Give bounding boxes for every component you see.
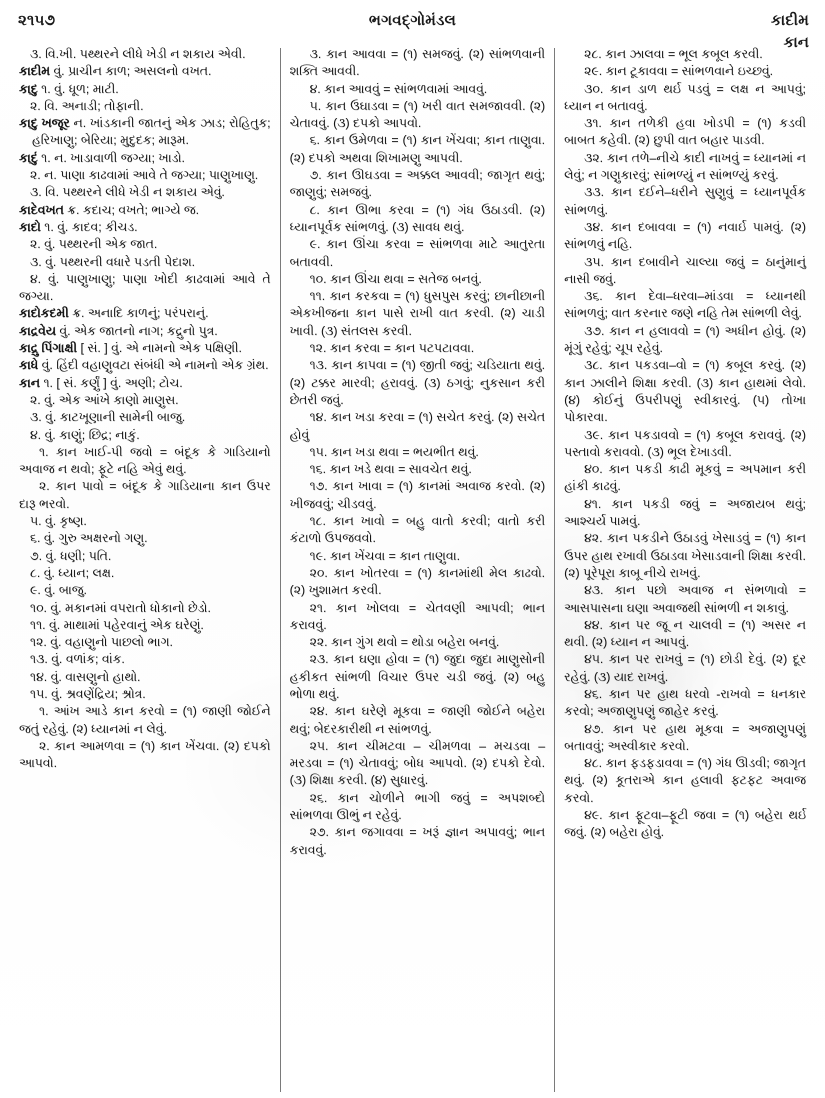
idiom-line: ૪૦. કાન પકડી કાઢી મૂકવું = અપમાન કરી હાંકી કાઢવું. [564,462,806,494]
page-folio-number: ૨૧૫૭ [18,12,56,29]
idiom-line: ૩૫. કાન દબાવીને ચાલ્યા જવું = ઠાનુંમાનું નાસી જવું. [564,254,806,286]
idiom-line: ૩૬. કાન દેવા–ધરવા–માંડવા = ધ્યાનથી સાંભળવું; વાત કરનાર જણે નહિ તેમ સાંભળી લેવું. [564,289,806,321]
dictionary-entry: કાદેવખત ક્ર. કદાચ; વખતે; ભાગ્યે જ. [19,202,200,217]
sense-line: ૮. વું. ધ્યાન; લક્ષ. [30,565,115,580]
dictionary-entry: કાદુ ૧. વું. ધૂળ; માટી. [19,81,119,96]
idiom-line: ૬. કાન ઉમેળવા = (૧) કાન ખેંચવા; કાન તાણુવા. (૨) દપકો અથવા શિખામણુ આપવી. [289,133,546,165]
sense-line: ૯. વું. બાજુ. [30,583,87,598]
sense-line: ૧૨. વું. વહાણુનો પાછલો ભાગ. [30,635,173,650]
idiom-line: ૩૦. કાન ડાળ થર્ઇ પડવું = લક્ષ ન આપવું; ધ્યાન ન બતાવવું. [564,81,806,113]
idiom-line: ૪૬. કાન પર હાથ ધરવો -રાખવો = ધનકાર કરવો; અજાણુપણું જાહેર કરવું. [564,686,806,719]
idiom-line: ૧૪. કાન ખડા કરવા = (૧) સચેત કરવું. (૨) સચેત હોવું [289,410,546,442]
sense-line: ૪. વું. પાણુખાણુ; પાણા ખોદી કાઢવામાં આવે તે જગ્યા. [19,271,271,304]
sense-line: ૧૧. વું. માથામાં પહેરવાનું એક ઘરેણું. [30,617,204,632]
catchword-line-2: કાન [783,34,809,51]
headword: કાદોકદમી [19,306,69,321]
idiom-line: ૨૨. કાન ગુંગ થવો = થોડા બહેરા બનવું. [309,635,500,650]
idiom-line: ૪૭. કાન પર હાથ મૂકવા = અજાણુપણું બતાવવું; અસ્વીકાર કરવો. [564,721,806,753]
idiom-line: ૧૧. કાન કરકવા = (૧) ધુસપુસ કરવું; છાનીછાની એકખીજના કાન પાસે રાખી વાત કરવી. (૨) ચાડી ખાવી. (૩) સંતલસ કરવી. [289,289,546,338]
dictionary-entry: કાદ્રવેય વું. એક જાતનો નાગ; કદ્રુનો પુત્ર. [19,323,218,338]
sense-line: ૫. વું. કૃષ્ણ. [30,514,87,529]
headword: કાદેવખત [19,202,64,217]
idiom-line: ૨. કાન પાવો = બંદૂક કે ગાડિયાના કાન ઉપર દારૂ ભરવો. [19,479,271,511]
headword: કાદ્રુ પિંગાક્ષી [19,341,78,356]
idiom-line: ૩૪. કાન દબાવવા = (૧) નવાર્ઇ પામવું. (૨) સાંભળવું નહિ. [564,219,806,252]
sense-line: ૩. વું. પથ્થરની વધારે પડતી પેદાશ. [30,254,196,269]
idiom-line: ૪૧. કાન પકડી જવું = અજાયબ થવું; આશ્ચર્ય પામવું. [564,496,806,529]
idiom-line: ૧૬. કાન ખડે થવા = સાવચેત થવું. [309,462,472,477]
headword: કાદું [19,150,38,165]
sense-line: ૨. વું. પથ્થરની એક જાત. [30,237,158,252]
idiom-line: ૨૫. કાન ચીમટવા – ચીમળવા – મચડવા – મરડવા = (૧) ચેતાવવું; બોધ આપવો. (૨) દપકો દેવો. (૩) શિક્ષા કરવી. (૪) સુધારવું. [289,738,546,788]
idiom-line: ૪. કાન આવવું = સાંભળવામાં આવવું. [309,81,488,96]
idiom-line: ૨૧. કાન ખોલવા = ચેતવણી આપવી; ભાન કરાવવું. [289,600,546,632]
sense-line: ૧૩. વું. વળાંક; વાંક. [30,652,125,667]
idiom-line: ૫. કાન ઉઘાડવા = (૧) ખરી વાત સમજાવવી. (૨) ચેતાવવું. (૩) દપકો આપવો. [289,98,546,131]
book-title: ભગવદ્ગોમંડલ [368,12,457,29]
idiom-line: ૪૯. કાન ફૂટવા–ફૂટી જવા = (૧) બહેરા થર્ઇ જવું. (૨) બહેરા હોવું. [564,808,806,840]
headword: કાદુ [19,81,38,96]
idiom-line: ૧૩. કાન કાપવા = (૧) જીતી જવું; ચડિયાતા થવું. (૨) ટક્કર મારવી; હરાવવું. (૩) ઠગવું; નુકસાન કરી છેતરી જવું. [289,358,546,407]
sense-line: ૧૪. વું. વાસણુનો હાથો. [30,669,141,684]
idiom-line: ૨૬. કાન ચોળીને ભાગી જવું = અપશબ્દો સાંભળવા ઊભું ન રહેવું. [289,790,546,823]
idiom-line: ૨૩. કાન ઘણા હોવા = (૧) જુદા જુદા માણુસોની હકીકત સાંભળી વિચાર ઉપર ચડી જવું. (૨) બહુ ભોળા થવું. [289,652,546,701]
dictionary-entry: કાદુ ખજૂર ન. ખાંડકાની જાતનું એક ઝાડ; રોહિતુક; હરિખાણુ; બેરિયા; મુદુદક; મારૂમ. [19,116,271,148]
headword: કાદીમ [19,64,51,79]
idiom-line: ૨૯. કાન ટૂકાવવા = સાંભળવાને ઇચ્છવું. [584,64,774,79]
idiom-line: ૩૨. કાન તળે–નીચે કાદી નાખવું = ધ્યાનમાં ન લેવું; ન ગણુકારવું; સાંભળ્યું ન સાંભળ્યું કરવું. [564,150,806,183]
idiom-line: ૯. કાન ઊંચા કરવા = સાંભળવા માટે આતુરતા બતાવવી. [289,237,546,269]
sense-line: ૩. વું. કાટખૂણાની સામેની બાજુ. [30,410,186,425]
dictionary-entry: કાધે વું. હિંદી વહાણુવટા સંબંધી એ નામનો એક ગ્રંથ. [19,358,269,373]
headword: કાધે [19,358,39,373]
sense-line: ૧૫. વું. શ્રવણેંદ્રિય; શ્રોત્ર. [30,686,146,701]
sense-line: ૨. ન. પાણા કાઢવામાં આવે તે જગ્યા; પાણુખાણુ. [30,168,259,183]
text-columns [10,46,815,1092]
idiom-line: ૩૩. કાન દઈને–ધરીને સુણુવું = ધ્યાનપૂર્વક સાંભળવું. [564,185,806,217]
column-3 [555,46,815,1092]
idiom-line: ૪૨. કાન પકડીને ઉઠાડવું ખેસાડવું = (૧) કાન ઉપર હાથ રખાવી ઉઠાડવા ખેસાડવાની શિક્ષા કરવી. (૨) પૂરેપૂરા કાબૂ નીચે રાખવું. [564,531,806,580]
idiom-line: ૩૮. કાન પકડવા–વો = (૧) કબૂલ કરવું. (૨) કાન ઝાલીને શિક્ષા કરવી. (૩) કાન હાથમાં લેવો. (૪) કોઈનું ઉપરીપણું સ્વીકારવું. (૫) તોખા પોકારવા. [564,358,806,425]
dictionary-entry: કાદીમ વું. પ્રાચીન કાળ; અસલનો વખત. [19,64,212,79]
column-2 [281,46,555,1092]
sense-line: ૧૦. વું. મકાનમાં વપરાતો ધોકાનો છેડો. [30,600,211,615]
dictionary-entry: કાદો ૧. વું. કાદવ; કીચડ. [19,219,138,234]
idiom-line: ૧૫. કાન ખડા થવા = ભયભીત થવું. [309,444,479,459]
idiom-line: ૨૮. કાન ઝાલવા = ભૂલ કબૂલ કરવી. [584,47,763,61]
sense-line: ૪. વું. કાણું; છિદ્ર; નાકું. [30,427,140,442]
idiom-line: ૪૮. કાન ફડફડાવવા = (૧) ગંધ ઊડવી; જાગૃત થવું. (૨) કૂતરાએ કાન હલાવી ફટફટ અવાજ કરવો. [564,756,806,805]
dictionary-entry: કાન ૧. [ સં. કર્ણું ] વું. અણી; ટોચ. [19,375,183,390]
idiom-line: ૭. કાન ઊઘડવા = અક્કલ આવવી; જાગૃત થવું; જાણુવું; સમજવું. [289,168,546,200]
idiom-line: ૨. કાન આમળવા = (૧) કાન ખેંચવા. (૨) દપકો આપવો. [19,738,271,771]
sense-line: ૨. વું. એક આંખે કાણો માણુસ. [30,392,179,407]
catchword-line-1: કાદીમ [770,12,809,29]
idiom-line: ૧૨. કાન કરવા = કાન પટપટાવવા. [309,341,475,356]
idiom-line: ૮. કાન ઊભા કરવા = (૧) ગંધ ઉઠાડવી. (૨) ધ્યાનપૂર્વક સાંભળવું. (૩) સાવધ થવું. [289,202,546,234]
headword: કાન [19,375,41,390]
idiom-line: ૩૭. કાન ન હલાવવો = (૧) અધીન હોવું. (૨) મૂંગું રહેવું; ચૂપ રહેવું. [564,323,806,356]
idiom-line: ૪૫. કાન પર રાખવું = (૧) છોડી દેવું. (૨) દૂર રહેવું. (૩) યાદ રાખવું. [564,652,806,684]
idiom-line: ૪૩. કાન પછો અવાજ ન સંભળાવો = આસપાસના ઘણા અવાજથી સાંભળી ન શકાવું. [564,583,806,615]
sense-line: ૩. વિ.ખી. પથ્થરને લીધે ખેડી ન શકાય એવી. [30,47,246,61]
idiom-line: ૧૮. કાન ખાવો = બહુ વાતો કરવી; વાતો કરી કંટાળો ઉપજવવો. [289,514,546,546]
dictionary-entry: કાદોકદમી ક્ર. અનાદિ કાળનું; પરંપરાનું. [19,306,209,321]
idiom-line: ૧૭. કાન ખાવા = (૧) કાનમાં અવાજ કરવો. (૨) ખીજવવું; ચીડવવું. [289,479,546,511]
dictionary-entry: કાદું ૧. ન. ખાડાવાળી જગ્યા; ખાડો. [19,150,185,165]
idiom-line: ૨૪. કાન ઘરેણે મૂકવા = જાણી જોઈને બહેરા થવું; બેદરકારીથી ન સાંભળવું. [289,704,546,736]
dictionary-entry: કાદ્રુ પિંગાક્ષી [ સં. ] વું. એ નામનો એક પક્ષિણી. [19,341,242,356]
column-1 [10,46,280,1092]
sense-line: ૩. વિ. પથ્થરને લીધે ખેડી ન શકાય એવું. [30,185,225,200]
idiom-line: ૩૯. કાન પકડાવવો = (૧) કબૂલ કરાવવું. (૨) પસ્તાવો કરાવવો. (૩) ભૂલ દેખાડવી. [564,427,806,459]
sense-line: ૭. વું. ધણી; પતિ. [30,548,112,563]
sense-line: ૬. વું. ગુરુ અક્ષરનો ગણુ. [30,531,148,546]
idiom-line: ૧૯. કાન ખેંચવા = કાન તાણુવા. [309,548,461,563]
idiom-line: ૨૭. કાન જગાવવા = ખરૂં જ્ઞાન અપાવવું; ભાન કરાવવું. [289,825,546,857]
headword: કાદ્રવેય [19,323,56,338]
idiom-line: ૨૦. કાન ખોતરવા = (૧) કાનમાંથી મેલ કાઢવો. (૨) ખુશામત કરવી. [289,565,546,598]
idiom-line: ૩. કાન આવવા = (૧) સમજવું. (૨) સાંભળવાની શક્તિ આવવી. [289,47,546,79]
idiom-line: ૩૧. કાન તળેકી હવા ખોડપી = (૧) કડવી બાબત કહેવી. (૨) છુપી વાત બહાર પાડવી. [564,116,806,148]
sense-line: ૨. વિ. અનાડી; તોફાની. [30,98,144,113]
idiom-line: ૧. કાન ખાઈ-પી જવો = બંદૂક કે ગાડિયાનો અવાજ ન થવો; ફૂટે નહિ એવું થવું. [19,444,271,477]
idiom-line: ૧૦. કાન ઊંચા થવા = સતેજ બનવું. [309,271,482,286]
idiom-line: ૪૪. કાન પર જૂ ન ચાલવી = (૧) અસર ન થવી. (૨) ધ્યાન ન આપવું. [564,617,806,650]
headword: કાદુ ખજૂર [19,116,70,131]
idiom-line: ૧. આંખ આડે કાન કરવો = (૧) જાણી જોઈને જતું રહેવું. (૨) ધ્યાનમાં ન લેવું. [19,704,271,736]
headword: કાદો [19,219,41,234]
